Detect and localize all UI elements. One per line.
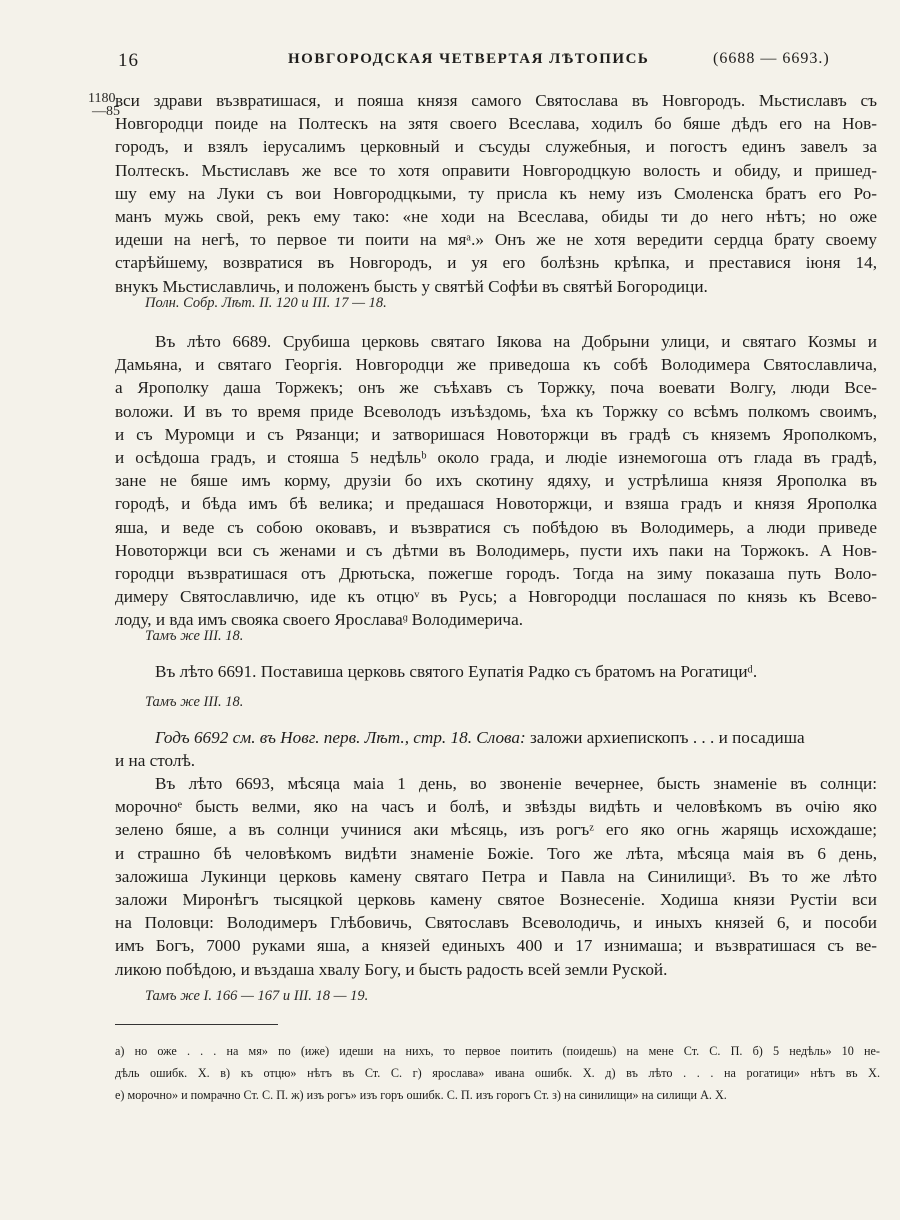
text-line: воложи. И въ то время приде Всеволодъ изъѣздомь, ѣха къ Торжку со всѣмъ полкомъ своимъ, [115, 401, 877, 421]
text-line: Дамьяна, и святаго Георгія. Новгородци же приведоша къ собѣ Володимера Святославлича, [115, 355, 877, 375]
source-citation: Тамъ же I. 166 — 167 и III. 18 — 19. [145, 988, 369, 1004]
cross-reference-text: заложи архиепископъ . . . и посадиша [525, 728, 805, 747]
text-line: Новоторжци вси съ женами и съ дѣтми въ Володимерь, пусти ихъ паки на Торжокъ. А Нов- [115, 540, 877, 560]
text-line: Въ лѣто 6693, мѣсяца маіа 1 день, во звоненіе вечернее, бысть знаменіе въ солнци: [155, 774, 877, 793]
text-line: заложиша Лукинци церковь камену святаго Петра и Павла на Синилищиᶾ. Въ то же лѣто [115, 866, 877, 886]
text-line: и страшно бѣ человѣкомъ видѣти знаменіе Божіе. Того же лѣта, мѣсяца маія въ 6 день, [115, 843, 877, 863]
text-line: а Ярополку даша Торжекъ; онъ же съѣхавъ съ Торжку, поча воевати Волгу, люди Все- [115, 378, 877, 398]
text-line: Новгородци поиде на Полтескъ на зятя своего Всеслава, ходилъ бо бяше дѣдъ его на Нов- [115, 114, 877, 134]
footnote-divider [115, 1024, 278, 1025]
text-line: имъ Богъ, 7000 руками яша, а князей единыхъ 400 и 17 изнимаша; и възвратишася съ ве- [115, 936, 877, 956]
running-header [108, 50, 878, 76]
text-line: и на столѣ. [115, 751, 196, 771]
source-citation: Полн. Собр. Лѣт. II. 120 и III. 17 — 18. [145, 295, 387, 311]
text-line: Въ лѣто 6691. Поставиша церковь святого Еупатія Радко съ братомъ на Рогатициᵈ. [155, 662, 758, 681]
text-line: старѣйшему, возвратися въ Новгородъ, и уя его болѣзнь крѣпка, и преставися іюня 14, [115, 253, 877, 273]
text-line: морочноᵉ бысть велми, яко на часъ и болѣ, и звѣзды видѣть и человѣкомъ въ очію яко [115, 797, 877, 817]
header-years: (6688 — 6693.) [713, 50, 830, 67]
page-number: 16 [118, 50, 139, 71]
text-line: шу ему на Луки съ вои Новгородцкыми, ту присла къ нему изъ Смоленска братъ его Ро- [115, 183, 877, 203]
text-line [115, 726, 877, 749]
text-line: городци възвратишася отъ Дрютьска, пожегше городъ. Тогда на зиму показаша путь Воло- [115, 563, 877, 583]
text-line: внукъ Мьстиславличь, и положенъ бысть у святѣй Софѣи въ святѣй Богородици. [115, 276, 708, 296]
text-line: городъ, и взялъ іерусалимъ церковный и съсуды служебныя, и погостъ единъ завелъ за [115, 137, 877, 157]
paragraph-4 [115, 726, 877, 772]
text-line: Въ лѣто 6689. Срубиша церковь святаго Іякова на Добрыни улици, и святаго Козмы и [155, 332, 877, 351]
text-line: городѣ, и бѣда имъ бѣ велика; и предашася Новоторжци, и взяша градъ и князя Ярополка [115, 494, 877, 514]
text-line: на Половци: Володимеръ Глѣбовичь, Святославъ Всеволодичь, и иныхъ князей 6, и пособи [115, 913, 877, 933]
text-line: и съ Муромци и съ Рязанци; и затворишася Новоторжци въ градѣ съ княземъ Ярополкомъ, [115, 424, 877, 444]
paragraph-1 [115, 89, 877, 298]
header-title: НОВГОРОДСКАЯ ЧЕТВЕРТАЯ ЛѢТОПИСЬ [288, 51, 650, 67]
paragraph-5 [115, 772, 877, 981]
source-citation: Тамъ же III. 18. [145, 628, 244, 644]
margin-year-range: —85 [92, 104, 120, 119]
text-line: зелено бяше, а въ солнци учинися аки мѣсяць, изъ рогъᶻ его яко огнь жарящь исхождаше; [115, 820, 877, 840]
text-line: заложи Миронѣгъ тысяцкой церковь камену святое Вознесеніе. Ходиша князи Рустіи вси [115, 889, 877, 909]
footnote-line: е) морочно» и помрачно Ст. С. П. ж) изъ рогъ» изъ горъ ошибк. С. П. изъ горогъ Ст. з) на синилищи» на силищи А. Х. [115, 1088, 727, 1102]
text-line: манъ мужь свой, рекъ ему тако: «не ходи на Всеслава, обиды ти до него нѣтъ; но оже [115, 206, 877, 226]
cross-reference-note: Годъ 6692 см. въ Новг. перв. Лѣт., стр. 18. Слова: [155, 728, 526, 747]
paragraph-2 [115, 330, 877, 631]
margin-year: 1180 [88, 91, 116, 106]
footnotes [115, 1040, 880, 1106]
text-line: вси здрави възвратишася, и пояша князя самого Святослава въ Новгородъ. Мьстиславъ съ [115, 91, 877, 110]
text-line: ликою побѣдою, и въздаша хвалу Богу, и бысть радость всей земли Руской. [115, 959, 668, 979]
text-line: лоду, и вда имъ свояка своего Ярославаᶢ Володимерича. [115, 610, 523, 630]
source-citation: Тамъ же III. 18. [145, 694, 244, 710]
text-line: димеру Святославличю, иде къ отцюᵛ въ Русь; а Новгородци послашася по князь къ Всево- [115, 587, 877, 607]
text-line: и осѣдоша градъ, и стояша 5 недѣльᵇ около града, и людіе изнемогоша отъ глада въ градѣ, [115, 447, 877, 467]
footnote-line: а) но оже . . . на мя» по (иже) идеши на нихъ, то первое поитить (поидешь) на мене Ст. С. П. б) 5 недѣль» 10 не- [115, 1044, 880, 1058]
footnote-line: дѣль ошибк. Х. в) къ отцю» нѣтъ въ Ст. С. г) ярослава» ивана ошибк. Х. д) въ лѣто . . . на рогатици» нѣтъ въ Х. [115, 1066, 880, 1080]
paragraph-3 [115, 660, 877, 683]
text-line: зане не бяше имъ корму, друзіи бо ихъ скотину ядяху, и устрѣлиша князя Ярополка въ [115, 471, 877, 491]
text-line: яша, и веде съ собою оковавъ, и възвратися съ побѣдою въ Володимерь, а люди приведе [115, 517, 877, 537]
text-line: идеши на негѣ, то первое ти поити на мяᵃ.» Онъ же не хотя вередити сердца брату своему [115, 230, 877, 250]
text-line: Полтескъ. Мьстиславъ же все то хотя оправити Новгородцкую волость и обиду, и пришед- [115, 160, 877, 180]
